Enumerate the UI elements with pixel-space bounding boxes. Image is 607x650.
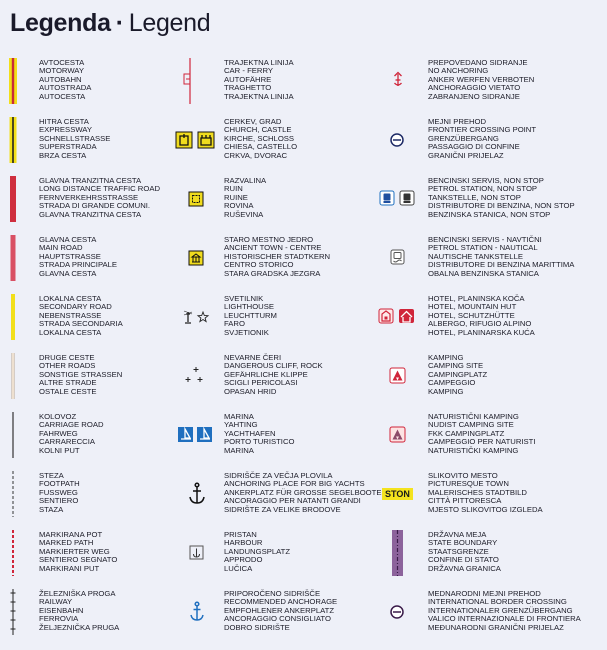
- legend-entry-line: PASSAGGIO DI CONFINE: [428, 142, 520, 152]
- legend-entry-frontier-crossing: [428, 118, 536, 160]
- legend-entry-line: AUTOBAHN: [39, 74, 82, 84]
- legend-entry-car-ferry: [224, 59, 294, 101]
- motorway-line-symbol: [8, 58, 18, 104]
- legend-entry-line: EMPFOHLENER ANKERPLATZ: [224, 605, 335, 615]
- state-boundary-line-symbol: [391, 530, 405, 576]
- legend-entry-carriage-road: [39, 413, 104, 455]
- legend-entry-line: MEĐUNARODNI GRANIČNI PRIJELAZ: [428, 622, 564, 632]
- picturesque-town-badge: [382, 488, 413, 500]
- legend-entry-line: MOTORWAY: [39, 66, 84, 76]
- legend-entry-line: NUDIST CAMPING SITE: [428, 420, 514, 430]
- legend-entry-line: GEFÄHRLICHE KLIPPE: [224, 369, 308, 379]
- legend-entry-line: FARO: [224, 319, 245, 329]
- legend-entry-line: CENTRO STORICO: [224, 260, 294, 270]
- cliff-rock-icon: [184, 365, 210, 387]
- legend-entry-line: LOKALNA CESTA: [39, 294, 102, 303]
- legend-entry-line: DRŽAVNA GRANICA: [428, 563, 501, 573]
- legend-entry-line: LONG DISTANCE TRAFFIC ROAD: [39, 184, 161, 194]
- legend-entry-line: STAATSGRENZE: [428, 546, 489, 556]
- legend-entry-line: DOBRO SIDRIŠTE: [224, 622, 290, 632]
- legend-entry-line: SCHNELLSTRASSE: [39, 133, 111, 143]
- legend-entry-line: DRŽAVNA MEJA: [428, 530, 487, 539]
- legend-entry-line: OPASAN HRID: [224, 386, 277, 396]
- legend-entry-line: GRANIČNI PRIJELAZ: [428, 150, 504, 160]
- church-castle-icon: [174, 130, 220, 150]
- legend-entry-line: HOTEL, MOUNTAIN HUT: [428, 302, 517, 312]
- legend-entry-line: DISTRIBUTORE DI BENZINA MARITTIMA: [428, 260, 575, 270]
- legend-entry-anchoring-big-yachts: [224, 472, 381, 514]
- legend-entry-line: MEDNARODNI MEJNI PREHOD: [428, 589, 541, 598]
- ferry-icon: [180, 58, 210, 104]
- legend-entry-line: BENZINSKA STANICA, NON STOP: [428, 209, 551, 219]
- legend-entry-line: MARKIRANA POT: [39, 530, 103, 539]
- legend-entry-line: LUČICA: [224, 563, 253, 573]
- legend-entry-no-anchoring: [428, 59, 534, 101]
- legend-entry-line: PETROL STATION, NON STOP: [428, 184, 538, 194]
- footpath-line-symbol: [8, 471, 18, 517]
- legend-entry-line: MARKED PATH: [39, 538, 94, 548]
- legend-entry-line: CARRARECCIA: [39, 437, 95, 447]
- legend-entry-other-roads: [39, 354, 122, 396]
- legend-entry-line: CONFINE DI STATO: [428, 555, 499, 565]
- legend-entry-motorway: [39, 59, 91, 101]
- legend-entry-line: RUIN: [224, 184, 243, 194]
- no-anchoring-icon: [391, 70, 405, 92]
- legend-entry-secondary-road: [39, 295, 123, 337]
- legend-entry-line: STARO MESTNO JEDRO: [224, 235, 314, 244]
- legend-entry-line: PREPOVEDANO SIDRANJE: [428, 58, 528, 67]
- legend-entry-line: OBALNA BENZINSKA STANICA: [428, 268, 539, 278]
- legend-entry-line: HITRA CESTA: [39, 117, 89, 126]
- legend-entry-church-castle: [224, 118, 297, 160]
- legend-entry-line: MALERISCHES STADTBILD: [428, 487, 527, 497]
- legend-entry-line: HOTEL, PLANINARSKA KUĆA: [428, 327, 535, 337]
- legend-entry-picturesque-town: [428, 472, 543, 514]
- legend-entry-line: ALBERGO, RIFUGIO ALPINO: [428, 319, 532, 329]
- anchor-icon: [188, 482, 206, 506]
- legend-entry-line: SVETILNIK: [224, 294, 264, 303]
- legend-entry-line: PRIPOROČENO SIDRIŠČE: [224, 589, 321, 598]
- legend-entry-line: AUTOFÄHRE: [224, 74, 272, 84]
- carriage-road-line-symbol: [8, 412, 18, 458]
- legend-entry-line: GRENZÜBERGANG: [428, 133, 499, 143]
- legend-entry-nautical-petrol-station: [428, 236, 574, 278]
- legend-entry-line: FRONTIER CROSSING POINT: [428, 125, 537, 135]
- legend-entry-expressway: [39, 118, 110, 160]
- nudist-camping-icon: [389, 426, 407, 444]
- legend-entry-line: PETROL STATION - NAUTICAL: [428, 243, 538, 253]
- legend-entry-line: SIDRIŠTE ZA VELIKE BRODOVE: [224, 504, 341, 514]
- legend-entry-line: PRISTAN: [224, 530, 257, 539]
- long-distance-road-line-symbol: [8, 176, 18, 222]
- railway-line-symbol: [8, 589, 18, 635]
- legend-entry-line: CAMPING SITE: [428, 361, 484, 371]
- legend-entry-line: KOLOVOZ: [39, 412, 77, 421]
- legend-entry-harbour: [224, 531, 290, 573]
- legend-entry-line: ŽELJEZNIČKA PRUGA: [39, 622, 120, 632]
- legend-entry-line: HISTORISCHER STADTKERN: [224, 251, 331, 261]
- legend-entry-line: DRUGE CESTE: [39, 353, 95, 362]
- legend-entry-dangerous-cliff: [224, 354, 323, 396]
- hotel-icon: [378, 308, 418, 326]
- legend-entry-line: PICTURESQUE TOWN: [428, 479, 509, 489]
- legend-entry-line: STRADA SECONDARIA: [39, 319, 123, 329]
- legend-entry-line: KIRCHE, SCHLOSS: [224, 133, 295, 143]
- border-crossing-icon: [389, 604, 407, 620]
- legend-entry-line: APPRODO: [224, 555, 263, 565]
- legend-entry-long-distance-road: [39, 177, 160, 219]
- legend-entry-main-road: [39, 236, 117, 278]
- legend-entry-line: ANCORAGGIO CONSIGLIATO: [224, 614, 331, 624]
- legend-entry-lighthouse: [224, 295, 277, 337]
- legend-title-english: Legend: [128, 9, 211, 37]
- legend-entry-line: CRKVA, DVORAC: [224, 150, 288, 160]
- legend-entry-line: NO ANCHORING: [428, 66, 489, 76]
- legend-entry-line: CAMPINGPLATZ: [428, 369, 488, 379]
- legend-entry-line: MARINA: [224, 445, 254, 455]
- camping-icon: [389, 367, 407, 385]
- legend-entry-line: CAMPEGGIO: [428, 378, 476, 388]
- marina-icon: [177, 426, 217, 444]
- legend-entry-line: BRZA CESTA: [39, 150, 87, 160]
- legend-entry-line: NEVARNE ČERI: [224, 353, 282, 362]
- legend-entry-line: CITTÀ PITTORESCA: [428, 496, 502, 506]
- legend-entry-line: SUPERSTRADA: [39, 142, 97, 152]
- legend-entry-line: YACHTHAFEN: [224, 428, 276, 438]
- legend-entry-line: MAIN ROAD: [39, 243, 83, 253]
- legend-entry-line: FUSSWEG: [39, 487, 78, 497]
- legend-entry-line: MARKIRANI PUT: [39, 563, 100, 573]
- legend-entry-line: GLAVNA CESTA: [39, 268, 97, 278]
- legend-entry-line: AUTOSTRADA: [39, 83, 92, 93]
- legend-entry-line: RECOMMENDED ANCHORAGE: [224, 597, 338, 607]
- legend-entry-line: EISENBAHN: [39, 605, 84, 615]
- legend-entry-line: GLAVNA TRANZITNA CESTA: [39, 209, 142, 219]
- legend-entry-line: NATURISTIČKI KAMPING: [428, 445, 519, 455]
- expressway-line-symbol: [8, 117, 18, 163]
- legend-entry-line: ANCHORAGGIO VIETATO: [428, 83, 521, 93]
- legend-entry-footpath: [39, 472, 80, 514]
- legend-entry-line: AVTOCESTA: [39, 58, 85, 67]
- legend-entry-line: SCIGLI PERICOLASI: [224, 378, 298, 388]
- legend-entry-line: DISTRIBUTORE DI BENZINA, NON STOP: [428, 201, 575, 211]
- legend-entry-line: BENCINSKI SERVIS - NAVTIČNI: [428, 235, 542, 244]
- legend-entry-line: LIGHTHOUSE: [224, 302, 274, 312]
- ancient-town-icon: [187, 249, 207, 267]
- legend-entry-line: MJESTO SLIKOVITOG IZGLEDA: [428, 504, 543, 514]
- legend-entry-line: SLIKOVITO MESTO: [428, 471, 498, 480]
- legend-title-slovene: Legenda: [10, 9, 111, 37]
- main-road-line-symbol: [8, 235, 18, 281]
- legend-entry-line: KAMPING: [428, 386, 464, 396]
- harbour-icon: [189, 545, 205, 561]
- legend-entry-line: FERNVERKEHRSSTRASSE: [39, 192, 139, 202]
- legend-entry-line: HOTEL, PLANINSKA KOČA: [428, 294, 525, 303]
- legend-entry-line: INTERNATIONALER GRENZÜBERGANG: [428, 605, 573, 615]
- legend-entry-ruin: [224, 177, 266, 219]
- legend-entry-line: FERROVIA: [39, 614, 79, 624]
- legend-entry-railway: [39, 590, 119, 632]
- legend-entry-line: CAR - FERRY: [224, 66, 273, 76]
- legend-entry-international-border-crossing: [428, 590, 581, 632]
- legend-entry-line: ROVINA: [224, 201, 254, 211]
- legend-entry-line: TRAGHETTO: [224, 83, 272, 93]
- legend-entry-line: RAZVALINA: [224, 176, 267, 185]
- legend-entry-line: CARRIAGE ROAD: [39, 420, 104, 430]
- legend-entry-line: MARKIERTER WEG: [39, 546, 110, 556]
- nautical-petrol-icon: [390, 249, 406, 267]
- legend-entry-line: CHURCH, CASTLE: [224, 125, 292, 135]
- legend-entry-line: CERKEV, GRAD: [224, 117, 282, 126]
- legend-entry-ancient-town-centre: [224, 236, 330, 278]
- legend-entry-line: ALTRE STRADE: [39, 378, 97, 388]
- legend-entry-line: GLAVNA TRANZITNA CESTA: [39, 176, 142, 185]
- legend-entry-line: FKK CAMPINGPLATZ: [428, 428, 505, 438]
- legend-entry-line: DANGEROUS CLIFF, ROCK: [224, 361, 323, 371]
- marked-path-line-symbol: [8, 530, 18, 576]
- legend-entry-line: GLAVNA CESTA: [39, 235, 97, 244]
- legend-entry-line: ANCIENT TOWN - CENTRE: [224, 243, 322, 253]
- legend-entry-line: TANKSTELLE, NON STOP: [428, 192, 521, 202]
- legend-entry-recommended-anchorage: [224, 590, 337, 632]
- legend-entry-line: STRADA DI GRANDE COMUNI.: [39, 201, 151, 211]
- legend-entry-line: HOTEL, SCHUTZHÜTTE: [428, 310, 515, 320]
- legend-entry-line: FAHRWEG: [39, 428, 78, 438]
- lighthouse-icon: [181, 308, 213, 326]
- legend-entry-line: ANCHORING PLACE FOR BIG YACHTS: [224, 479, 365, 489]
- legend-entry-line: CHIESA, CASTELLO: [224, 142, 298, 152]
- legend-entry-state-boundary: [428, 531, 501, 573]
- legend-entry-line: ANCORAGGIO PER NATANTI GRANDI: [224, 496, 361, 506]
- legend-entry-line: ANKER WERFEN VERBOTEN: [428, 74, 535, 84]
- legend-entry-line: HARBOUR: [224, 538, 263, 548]
- legend-entry-line: CAMPEGGIO PER NATURISTI: [428, 437, 536, 447]
- picturesque-town-badge-label: STON: [382, 488, 413, 500]
- legend-entry-line: NEBENSTRASSE: [39, 310, 102, 320]
- legend-entry-line: ZABRANJENO SIDRANJE: [428, 91, 520, 101]
- legend-entry-line: HAUPTSTRASSE: [39, 251, 101, 261]
- legend-entry-line: SENTIERO: [39, 496, 79, 506]
- legend-entry-line: STAZA: [39, 504, 64, 514]
- legend-entry-line: TRAJEKTNA LINIJA: [224, 91, 294, 101]
- legend-entry-line: STARA GRADSKA JEZGRA: [224, 268, 321, 278]
- legend-entry-line: KAMPING: [428, 353, 464, 362]
- legend-entry-line: MARINA: [224, 412, 254, 421]
- legend-entry-line: STEZA: [39, 471, 64, 480]
- legend-entry-line: SIDRIŠČE ZA VEČJA PLOVILA: [224, 471, 333, 480]
- legend-entry-petrol-station: [428, 177, 575, 219]
- legend-entry-line: RAILWAY: [39, 597, 73, 607]
- secondary-road-line-symbol: [8, 294, 18, 340]
- ruin-icon: [187, 190, 207, 208]
- other-road-line-symbol: [8, 353, 18, 399]
- legend-entry-line: PORTO TURISTICO: [224, 437, 295, 447]
- legend-entry-line: AUTOCESTA: [39, 91, 86, 101]
- legend-entry-hotel: [428, 295, 535, 337]
- legend-entry-line: OTHER ROADS: [39, 361, 96, 371]
- legend-entry-line: OSTALE CESTE: [39, 386, 97, 396]
- legend-entry-marina: [224, 413, 294, 455]
- legend-title: [10, 8, 210, 38]
- legend-entry-line: INTERNATIONAL BORDER CROSSING: [428, 597, 567, 607]
- legend-entry-line: FOOTPATH: [39, 479, 80, 489]
- legend-entry-line: RUŠEVINA: [224, 209, 264, 219]
- legend-entry-line: SECONDARY ROAD: [39, 302, 112, 312]
- legend-entry-line: TRAJEKTNA LINIJA: [224, 58, 294, 67]
- legend-title-separator: ·: [115, 9, 124, 37]
- legend-entry-camping: [428, 354, 487, 396]
- legend-entry-line: ANKERPLATZ FÜR GROSSE SEGELBOOTE: [224, 487, 382, 497]
- legend-entry-line: STATE BOUNDARY: [428, 538, 498, 548]
- legend-entry-line: VALICO INTERNAZIONALE DI FRONTIERA: [428, 614, 581, 624]
- legend-entry-line: RUINE: [224, 192, 248, 202]
- legend-entry-line: LOKALNA CESTA: [39, 327, 102, 337]
- legend-entry-line: SENTIERO SEGNATO: [39, 555, 118, 565]
- legend-entry-line: STRADA PRINCIPALE: [39, 260, 118, 270]
- legend-entry-line: SONSTIGE STRASSEN: [39, 369, 123, 379]
- legend-entry-line: LANDUNGSPLATZ: [224, 546, 291, 556]
- legend-entry-line: MEJNI PREHOD: [428, 117, 487, 126]
- legend-entry-line: YAHTING: [224, 420, 258, 430]
- legend-entry-marked-path: [39, 531, 117, 573]
- recommended-anchor-icon: [189, 601, 205, 623]
- legend-entry-line: BENCINSKI SERVIS, NON STOP: [428, 176, 544, 185]
- legend-entry-line: NATURISTIČNI KAMPING: [428, 412, 519, 421]
- legend-entry-line: SVJETIONIK: [224, 327, 269, 337]
- legend-entry-line: LEUCHTTURM: [224, 310, 277, 320]
- legend-entry-line: KOLNI PUT: [39, 445, 80, 455]
- petrol-station-icon: [379, 190, 417, 208]
- legend-entry-line: NAUTISCHE TANKSTELLE: [428, 251, 523, 261]
- legend-entry-nudist-camping: [428, 413, 536, 455]
- frontier-crossing-icon: [389, 132, 407, 148]
- legend-entry-line: ŽELEZNIŠKA PROGA: [39, 589, 116, 598]
- legend-entry-line: EXPRESSWAY: [39, 125, 92, 135]
